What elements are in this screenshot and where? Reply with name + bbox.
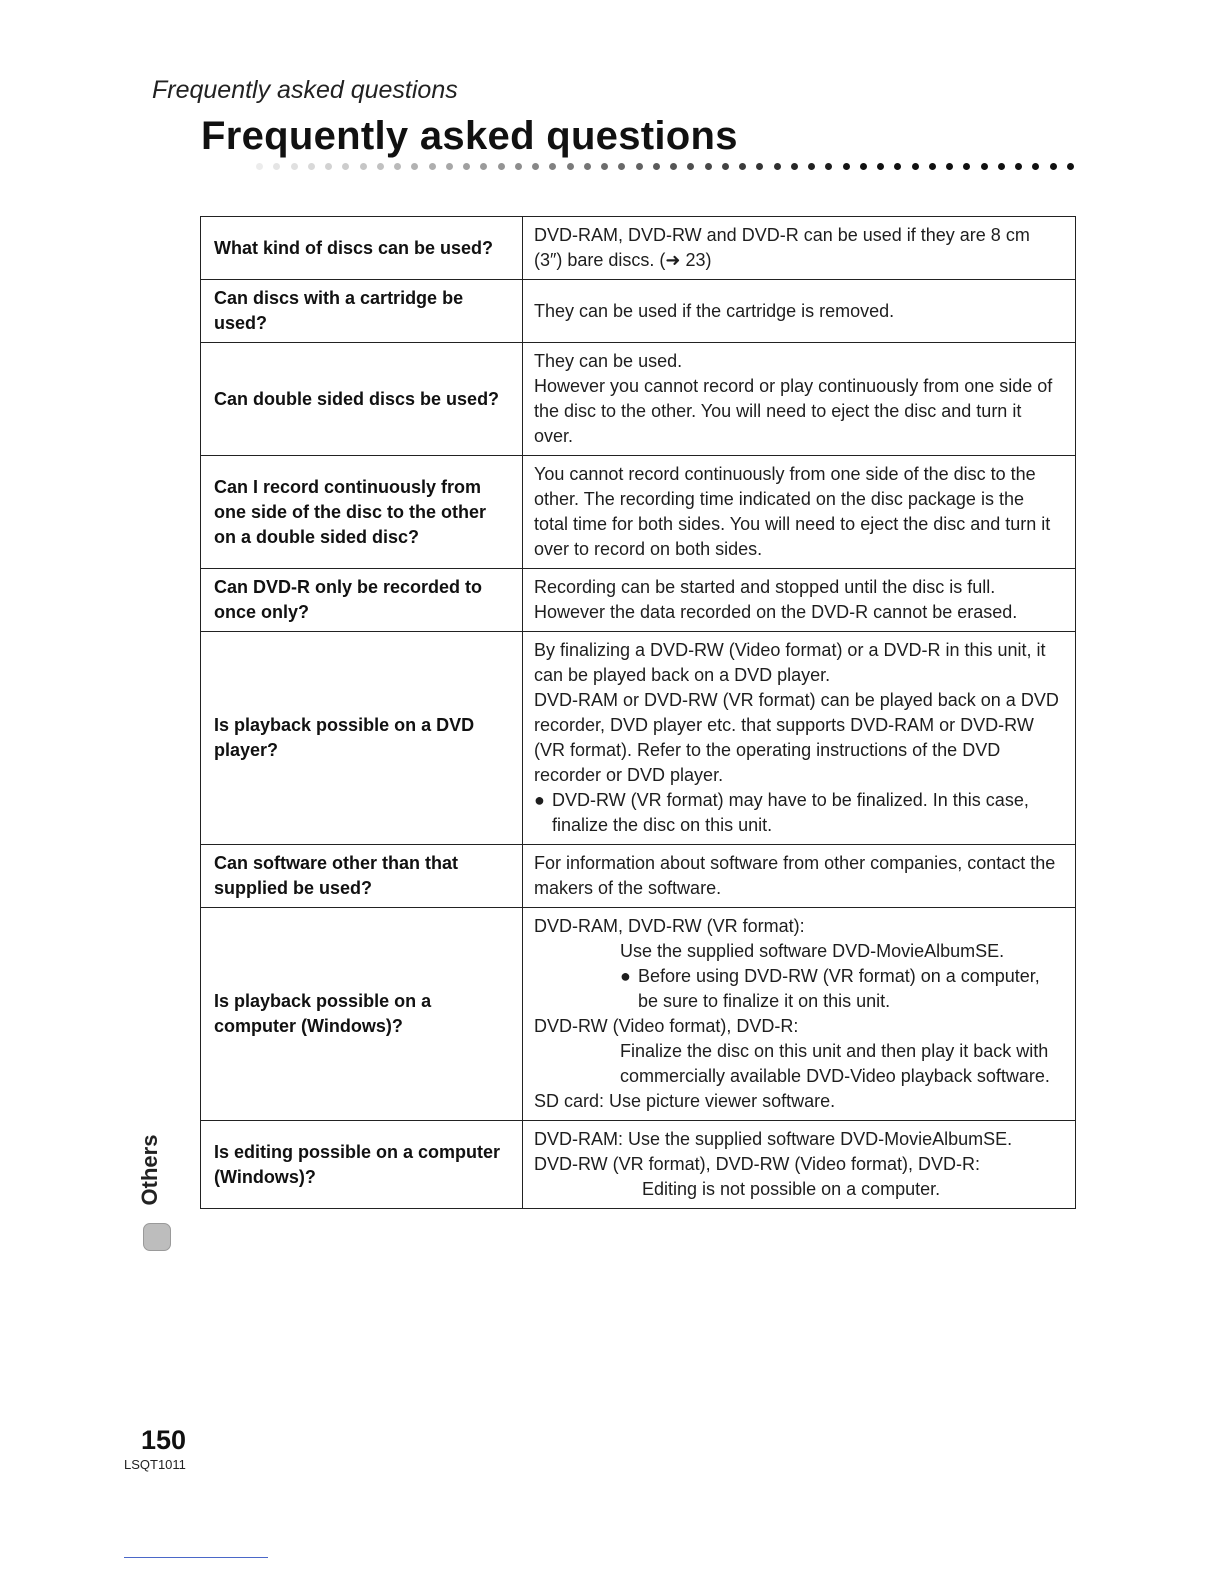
- divider-dot: [394, 163, 401, 170]
- faq-answer-line: [534, 1039, 1061, 1089]
- bullet-icon: ●: [534, 790, 545, 810]
- faq-row: [201, 280, 1076, 343]
- faq-question: Can software other than that supplied be used?: [201, 845, 523, 908]
- faq-answer-line: [534, 1089, 1061, 1114]
- faq-answer-line: [534, 688, 1061, 788]
- document-code: LSQT1011: [124, 1457, 186, 1472]
- page-title: Frequently asked questions: [201, 114, 738, 158]
- divider-dot: [670, 163, 677, 170]
- faq-answer-text: DVD-RW (VR format), DVD-RW (Video format), DVD-R:: [534, 1154, 981, 1174]
- faq-answer: [523, 1121, 1076, 1209]
- divider-dot: [1050, 163, 1057, 170]
- faq-answer-line: [534, 462, 1061, 562]
- faq-answer-text: However you cannot record or play continuously from one side of the disc to the other. You will need to eject the disc and turn it over.: [534, 376, 1053, 446]
- divider-dot: [636, 163, 643, 170]
- faq-answer-text: DVD-RW (Video format), DVD-R:: [534, 1016, 799, 1036]
- divider-dot: [774, 163, 781, 170]
- divider-dot: [308, 163, 315, 170]
- faq-row: [201, 569, 1076, 632]
- faq-question: Can I record continuously from one side of the disc to the other on a double sided disc?: [201, 456, 523, 569]
- divider-dot: [705, 163, 712, 170]
- faq-answer-line: [534, 600, 1061, 625]
- faq-answer-text: They can be used.: [534, 351, 683, 371]
- faq-table: [200, 216, 1076, 1209]
- divider-dot: [411, 163, 418, 170]
- faq-answer: [523, 908, 1076, 1121]
- faq-answer-line: [534, 575, 1061, 600]
- divider-dot: [739, 163, 746, 170]
- divider-dot: [377, 163, 384, 170]
- divider-dot: [446, 163, 453, 170]
- faq-row: [201, 845, 1076, 908]
- divider-dot: [825, 163, 832, 170]
- divider-dot: [860, 163, 867, 170]
- title-dot-divider: [256, 160, 1074, 172]
- faq-answer-line: [534, 1177, 1061, 1202]
- divider-dot: [618, 163, 625, 170]
- faq-answer-text: Recording can be started and stopped until the disc is full.: [534, 577, 996, 597]
- faq-row: [201, 456, 1076, 569]
- divider-dot: [912, 163, 919, 170]
- faq-answer: [523, 343, 1076, 456]
- divider-dot: [998, 163, 1005, 170]
- faq-row: [201, 217, 1076, 280]
- faq-answer-text: SD card: Use picture viewer software.: [534, 1091, 836, 1111]
- faq-answer-line: [534, 914, 1061, 939]
- divider-dot: [498, 163, 505, 170]
- faq-answer-line: [534, 248, 1061, 273]
- faq-answer-line: [534, 851, 1061, 901]
- faq-answer: [523, 845, 1076, 908]
- faq-answer-line: [534, 374, 1061, 449]
- faq-answer-line: [534, 223, 1061, 248]
- divider-dot: [549, 163, 556, 170]
- divider-dot: [981, 163, 988, 170]
- faq-answer-line: [534, 299, 1061, 324]
- divider-dot: [480, 163, 487, 170]
- faq-answer-line: [534, 1127, 1061, 1152]
- divider-dot: [463, 163, 470, 170]
- faq-question: Is editing possible on a computer (Windows)?: [201, 1121, 523, 1209]
- faq-answer-text: However the data recorded on the DVD-R cannot be erased.: [534, 602, 1018, 622]
- divider-dot: [808, 163, 815, 170]
- divider-dot: [273, 163, 280, 170]
- faq-answer-text: Finalize the disc on this unit and then play it back with commercially available DVD-Video playback software.: [620, 1041, 1050, 1086]
- divider-dot: [1032, 163, 1039, 170]
- divider-dot: [532, 163, 539, 170]
- faq-answer-text: DVD-RAM: Use the supplied software DVD-MovieAlbumSE.: [534, 1129, 1013, 1149]
- divider-dot: [791, 163, 798, 170]
- divider-dot: [963, 163, 970, 170]
- faq-row: [201, 632, 1076, 845]
- faq-answer-text: They can be used if the cartridge is removed.: [534, 300, 895, 321]
- faq-answer-text: You cannot record continuously from one side of the disc to the other. The recording time indicated on the disc package is the total time for both sides. You will need to eject the disc and turn it over to record on both sides.: [534, 464, 1051, 559]
- divider-dot: [601, 163, 608, 170]
- faq-answer-line: [534, 1152, 1061, 1177]
- divider-dot: [653, 163, 660, 170]
- divider-dot: [291, 163, 298, 170]
- section-tab-label: Others: [137, 1134, 162, 1206]
- faq-row: [201, 908, 1076, 1121]
- faq-answer-text: Use the supplied software DVD-MovieAlbumSE.: [620, 941, 1005, 961]
- faq-answer-line: [534, 1014, 1061, 1039]
- divider-dot: [894, 163, 901, 170]
- faq-question: Is playback possible on a computer (Windows)?: [201, 908, 523, 1121]
- divider-dot: [929, 163, 936, 170]
- divider-dot: [584, 163, 591, 170]
- faq-answer-line: [534, 964, 1061, 1014]
- faq-answer-line: [534, 638, 1061, 688]
- faq-answer: [523, 456, 1076, 569]
- divider-dot: [567, 163, 574, 170]
- faq-answer-text: DVD-RAM or DVD-RW (VR format) can be played back on a DVD recorder, DVD player etc. that supports DVD-RAM or DVD-RW (VR format). Refer to the operating instructions of the DVD recorder or DVD player.: [534, 690, 1059, 785]
- faq-answer: [523, 217, 1076, 280]
- divider-dot: [256, 163, 263, 170]
- divider-dot: [946, 163, 953, 170]
- faq-answer-text: DVD-RW (VR format) may have to be finalized. In this case, finalize the disc on this unit.: [552, 790, 1029, 835]
- faq-answer-line: [534, 349, 1061, 374]
- footer-rule: [124, 1557, 268, 1558]
- faq-question: Can discs with a cartridge be used?: [201, 280, 523, 343]
- divider-dot: [1067, 163, 1074, 170]
- divider-dot: [722, 163, 729, 170]
- divider-dot: [360, 163, 367, 170]
- faq-row: [201, 1121, 1076, 1209]
- faq-answer: [523, 632, 1076, 845]
- faq-answer: [523, 280, 1076, 343]
- faq-question: What kind of discs can be used?: [201, 217, 523, 280]
- faq-row: [201, 343, 1076, 456]
- running-head: Frequently asked questions: [152, 76, 458, 104]
- faq-answer-text: DVD-RAM, DVD-RW (VR format):: [534, 916, 805, 936]
- divider-dot: [515, 163, 522, 170]
- faq-answer-text: By finalizing a DVD-RW (Video format) or a DVD-R in this unit, it can be played back on a DVD player.: [534, 640, 1046, 685]
- bullet-icon: ●: [620, 966, 631, 986]
- faq-answer-text: For information about software from other companies, contact the makers of the software.: [534, 853, 1056, 898]
- divider-dot: [1015, 163, 1022, 170]
- faq-question: Can DVD-R only be recorded to once only?: [201, 569, 523, 632]
- faq-answer-line: [534, 939, 1061, 964]
- page-number: 150: [141, 1425, 187, 1455]
- divider-dot: [843, 163, 850, 170]
- divider-dot: [687, 163, 694, 170]
- section-marker-icon: [143, 1223, 171, 1251]
- divider-dot: [429, 163, 436, 170]
- faq-answer-text: DVD-RAM, DVD-RW and DVD-R can be used if they are 8 cm: [534, 225, 1030, 245]
- faq-answer-text: Before using DVD-RW (VR format) on a computer, be sure to finalize it on this unit.: [638, 966, 1040, 1011]
- faq-question: Can double sided discs be used?: [201, 343, 523, 456]
- faq-question: Is playback possible on a DVD player?: [201, 632, 523, 845]
- divider-dot: [756, 163, 763, 170]
- divider-dot: [877, 163, 884, 170]
- faq-answer-line: [534, 788, 1061, 838]
- divider-dot: [342, 163, 349, 170]
- faq-answer-text: Editing is not possible on a computer.: [642, 1179, 941, 1199]
- faq-answer-text: (3″) bare discs. (➜ 23): [534, 250, 712, 270]
- faq-answer: [523, 569, 1076, 632]
- divider-dot: [325, 163, 332, 170]
